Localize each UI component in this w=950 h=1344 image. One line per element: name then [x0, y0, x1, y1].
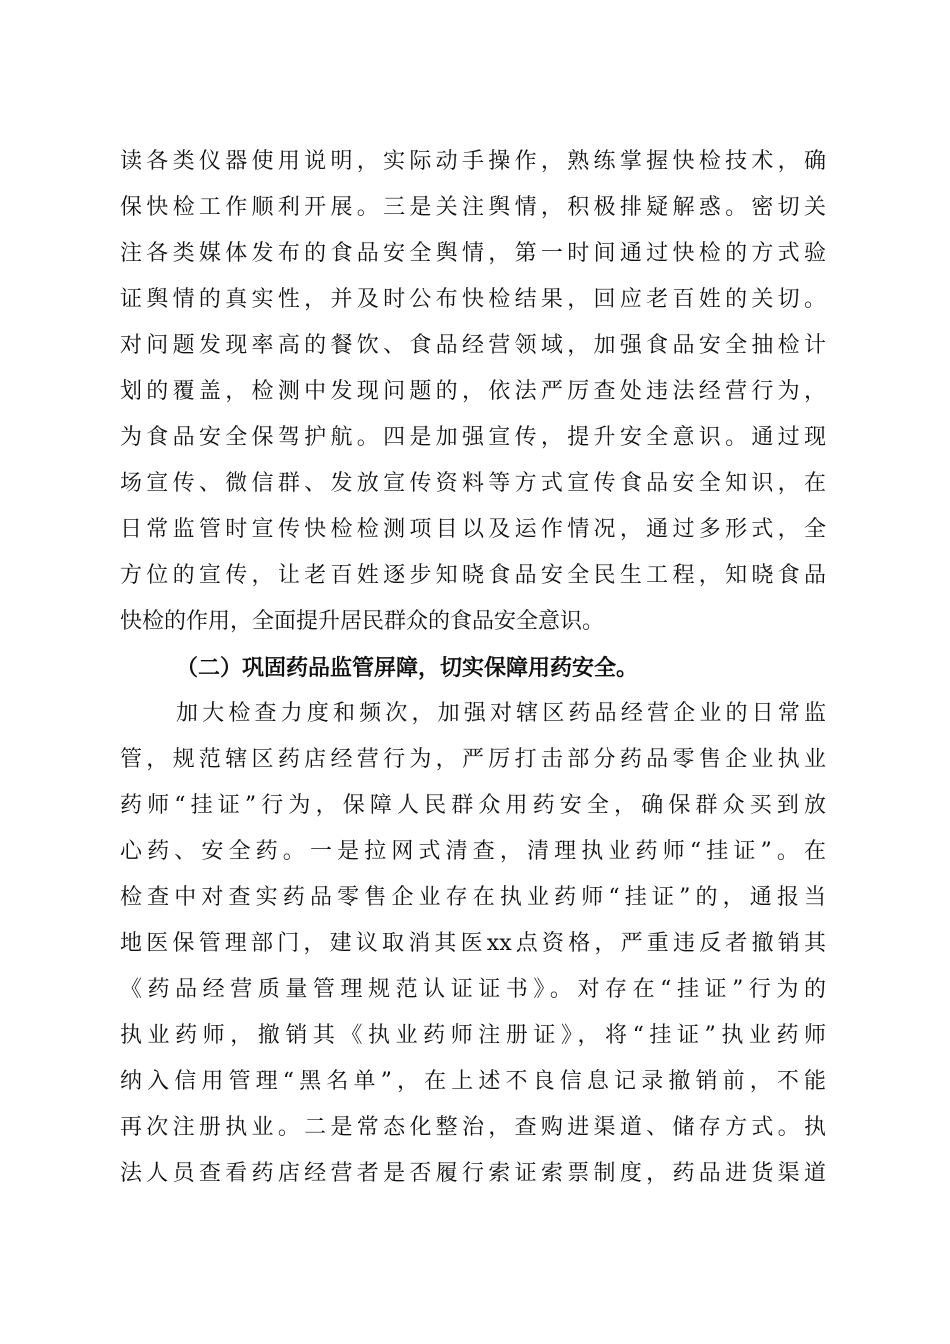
text-line: 执业药师，撤销其《执业药师注册证》，将“挂证”执业药师 [120, 1023, 826, 1048]
text-line: 保快检工作顺利开展。三是关注舆情，积极排疑解惑。密切关 [120, 195, 826, 220]
text-line: 证舆情的真实性，并及时公布快检结果，回应老百姓的关切。 [120, 287, 826, 312]
paragraph-end-line: 快检的作用，全面提升居民群众的食品安全意识。 [120, 609, 605, 634]
text-line: 日常监管时宣传快检检测项目以及运作情况，通过多形式，全 [120, 517, 826, 542]
body-text [120, 139, 826, 1197]
section-heading: （二）巩固药品监管屏障，切实保障用药安全。 [176, 655, 639, 681]
text-line: 再次注册执业。二是常态化整治，查购进渠道、储存方式。执 [120, 1115, 826, 1140]
text-line: 方位的宣传，让老百姓逐步知晓食品安全民生工程，知晓食品 [120, 563, 826, 588]
text-line: 管，规范辖区药店经营行为，严厉打击部分药品零售企业执业 [120, 747, 826, 772]
text-line: 检查中对查实药品零售企业存在执业药师“挂证”的，通报当 [120, 885, 826, 910]
paragraph-first-line: 加大检查力度和频次，加强对辖区药品经营企业的日常监 [176, 701, 826, 726]
text-line: 对问题发现率高的餐饮、食品经营领域，加强食品安全抽检计 [120, 333, 826, 358]
text-line: 为食品安全保驾护航。四是加强宣传，提升安全意识。通过现 [120, 425, 826, 450]
text-line: 心药、安全药。一是拉网式清查，清理执业药师“挂证”。在 [120, 839, 826, 864]
text-line: 纳入信用管理“黑名单”，在上述不良信息记录撤销前，不能 [120, 1069, 826, 1094]
text-line: 读各类仪器使用说明，实际动手操作，熟练掌握快检技术，确 [120, 149, 826, 174]
text-line: 法人员查看药店经营者是否履行索证索票制度，药品进货渠道 [120, 1161, 826, 1186]
text-line: 注各类媒体发布的食品安全舆情，第一时间通过快检的方式验 [120, 241, 826, 266]
text-line: 《药品经营质量管理规范认证证书》。对存在“挂证”行为的 [120, 977, 826, 1002]
text-line: 药师“挂证”行为，保障人民群众用药安全，确保群众买到放 [120, 793, 826, 818]
text-line: 场宣传、微信群、发放宣传资料等方式宣传食品安全知识，在 [120, 471, 826, 496]
text-line: 地医保管理部门，建议取消其医xx点资格，严重违反者撤销其 [120, 931, 826, 956]
text-line: 划的覆盖，检测中发现问题的，依法严厉查处违法经营行为， [120, 379, 826, 404]
